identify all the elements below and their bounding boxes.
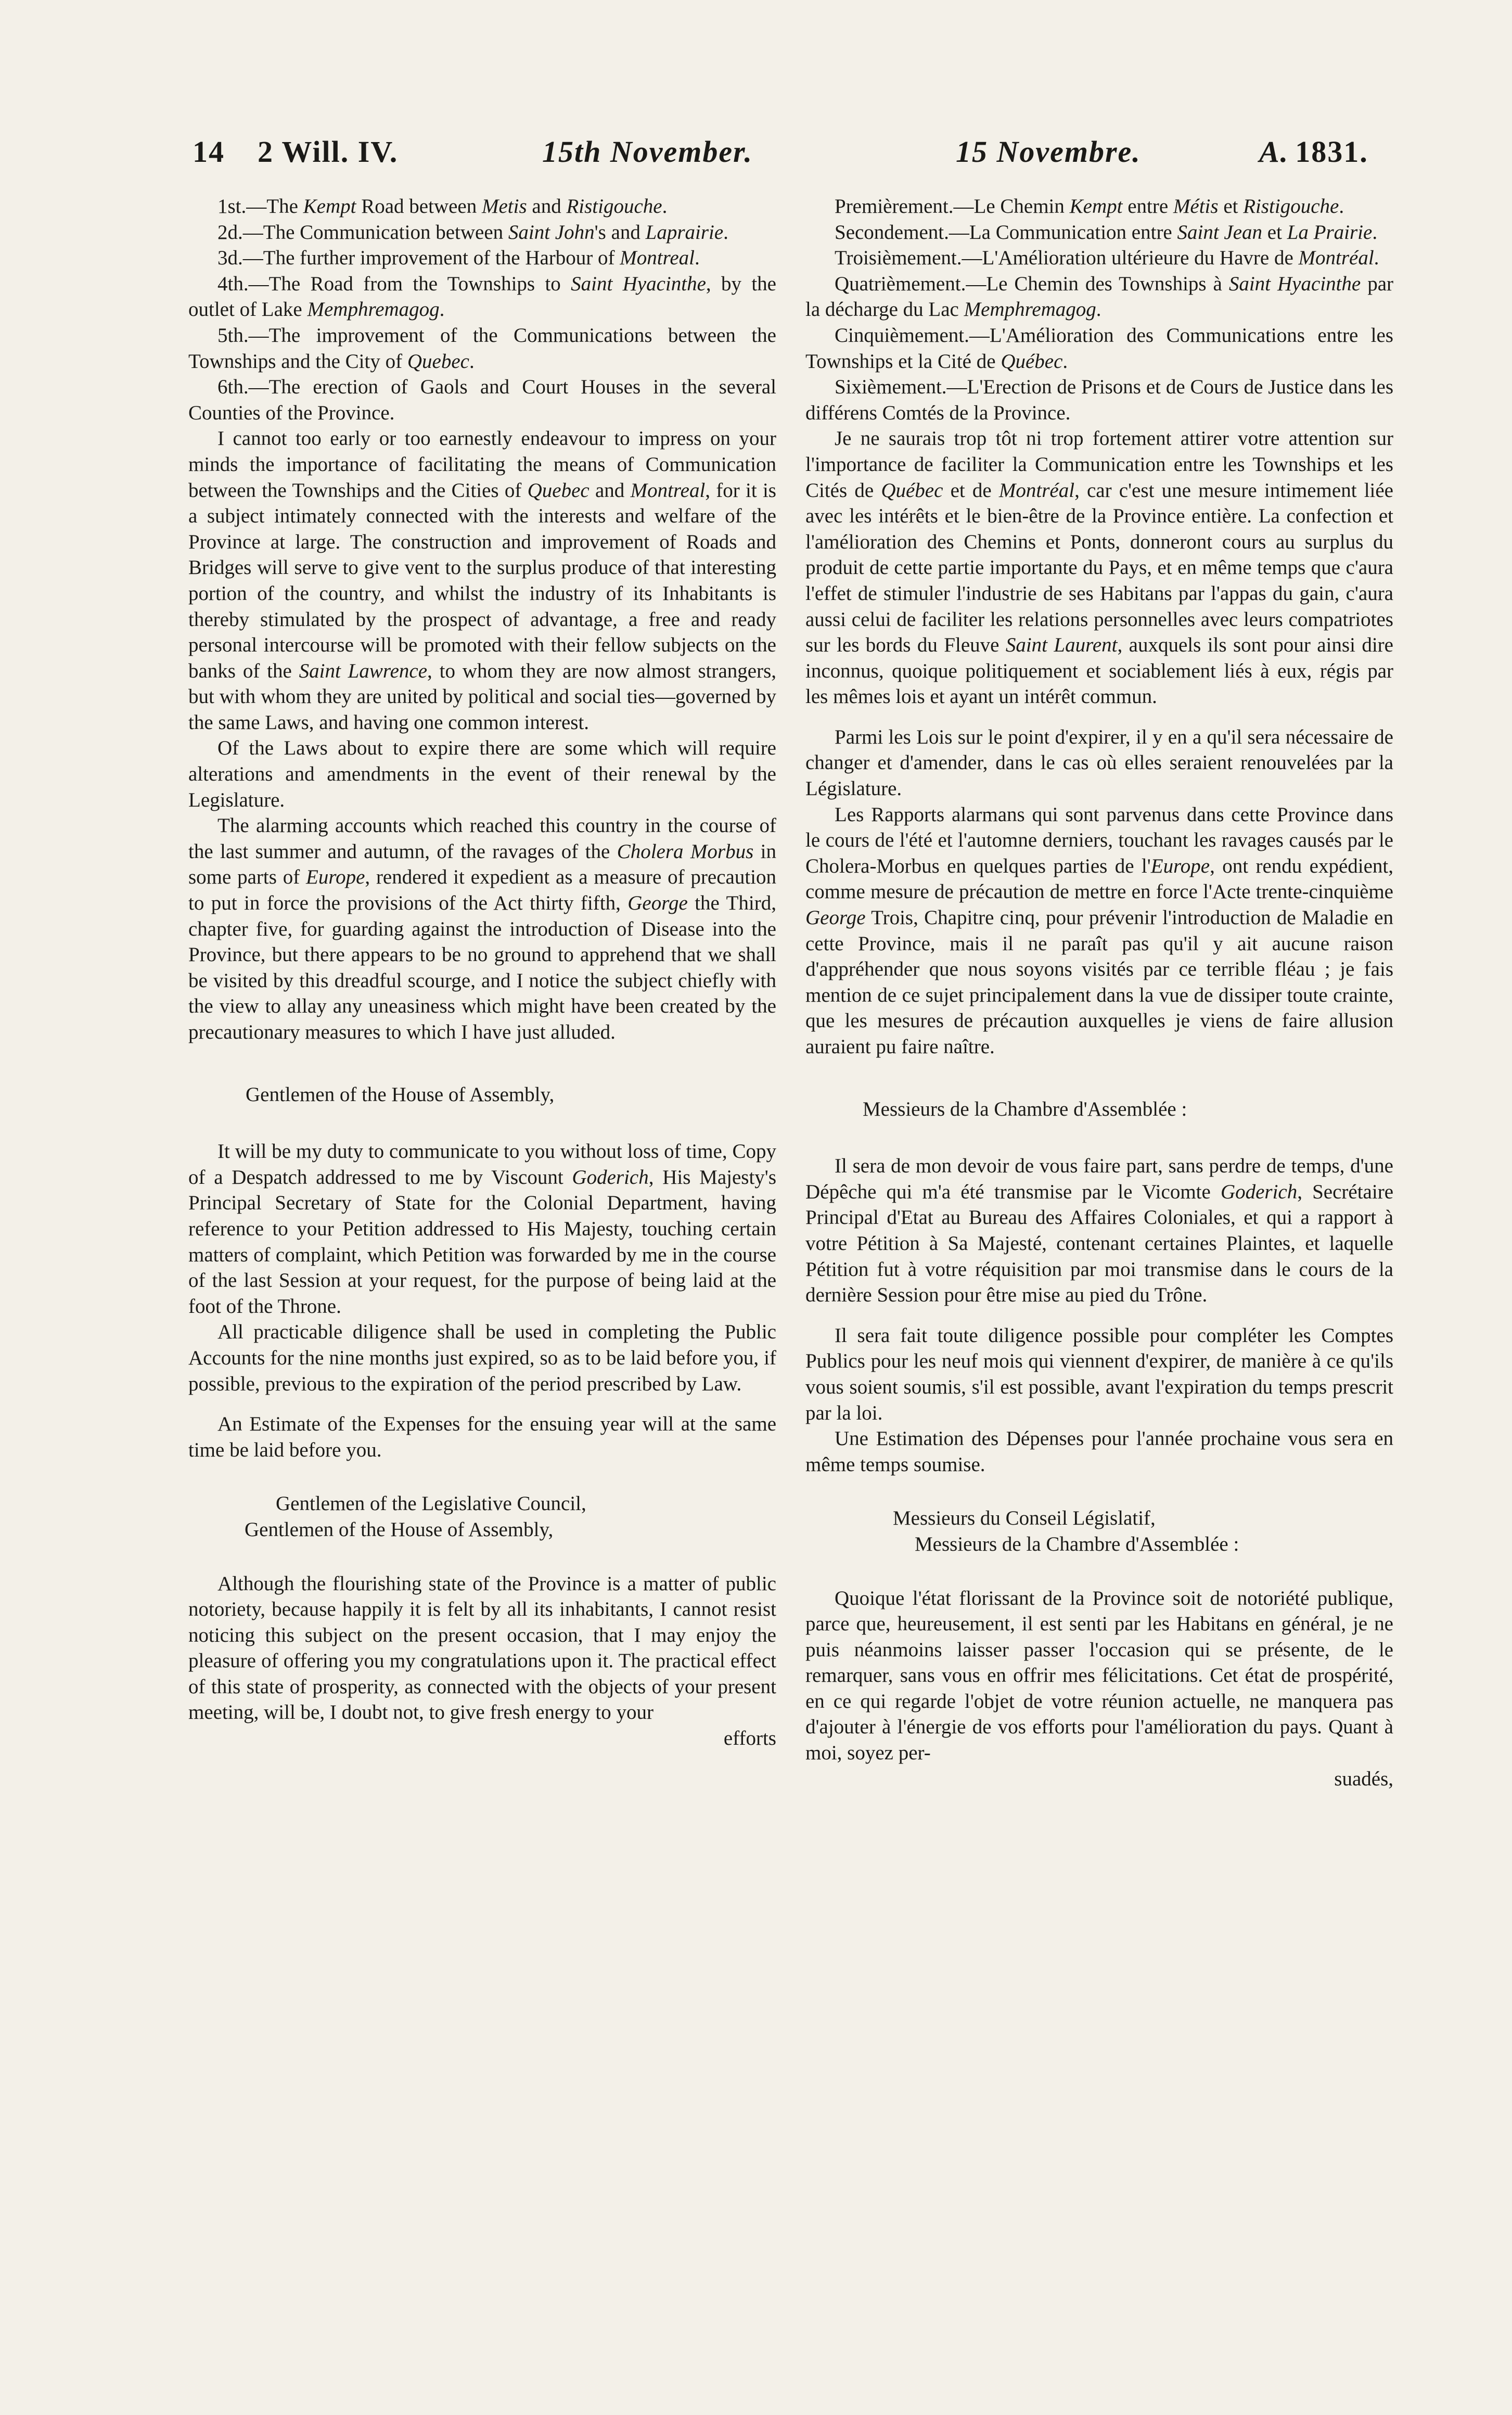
year-letter: A. — [1259, 135, 1289, 169]
paragraph: Premièrement.—Le Chemin Kempt entre Métis et Ristigouche. — [835, 195, 1344, 218]
section-heading: Messieurs de la Chambre d'Assemblée : — [863, 1097, 1187, 1120]
paragraph: It will be my duty to communicate to you without loss of time, Copy of a Despatch addressed to me by Viscount Goderich, His Majesty's Principal Secretary of State for the Colonial Department, having reference to your Petition addressed to His Majesty, touching certain matters of complaint, which Petition was forwarded by me in the course of the last Session at your request, for the purpose of being laid at the foot of the Throne. — [188, 1140, 777, 1318]
section-heading: Messieurs de la Chambre d'Assemblée : — [915, 1532, 1239, 1555]
catchword: suadés, — [1334, 1767, 1393, 1790]
paragraph: All practicable diligence shall be used in completing the Public Accounts for the nine months just expired, so as to be laid before you, if possible, previous to the expiration of the period prescribed by Law. — [188, 1321, 776, 1395]
paragraph: Parmi les Lois sur le point d'expirer, il y en a qu'il sera nécessaire de changer et d'amender, dans le cas où elles seraient renouvelées par la Législature. — [805, 725, 1393, 800]
date-english: 15th November. — [542, 135, 753, 169]
paragraph: Il sera de mon devoir de vous faire part, sans perdre de temps, d'une Dépêche qui m'a été transmise par le Vicomte Goderich, Secrétaire Principal d'Etat au Bureau des Affaires Coloniales, et qui a rapport à votre Pétition à Sa Majesté, contenant certaines Plaintes, et laquelle Pétition fut à votre réquisition par moi transmise dans le cours de la dernière Session pour être mise au pied du Trône. — [805, 1155, 1393, 1307]
section-heading: Gentlemen of the Legislative Council, — [276, 1492, 586, 1515]
section-heading: Messieurs du Conseil Législatif, — [893, 1507, 1156, 1530]
paragraph: 3d.—The further improvement of the Harbour of Montreal. — [217, 247, 700, 270]
year-number: 1831. — [1295, 135, 1368, 169]
paragraph: Cinquièmement.—L'Amélioration des Communications entre les Townships et la Cité de Québec. — [805, 324, 1393, 373]
paragraph: The alarming accounts which reached this country in the course of the last summer and autumn, of the ravages of the Cholera Morbus in some parts of Europe, rendered it expedient as a measure of precaution to put in force the provisions of the Act thirty fifth, George the Third, chapter five, for guarding against the introduction of Disease into the Province, but there appears to be no ground to apprehend that we shall be visited by this dreadful scourge, and I notice the subject chiefly with the view to allay any uneasiness which might have been created by the precautionary measures to which I have just alluded. — [188, 814, 776, 1043]
paragraph: Although the flourishing state of the Province is a matter of public notoriety, because happily it is felt by all its inhabitants, I cannot resist noticing this subject on the present occasion, that I may enjoy the pleasure of offering you my congratulations upon it. The practical effect of this state of prosperity, as connected with the objects of your present meeting, will be, I doubt not, to give fresh energy to your — [188, 1572, 776, 1724]
paragraph: 5th.—The improvement of the Communications between the Townships and the City of Quebec. — [188, 324, 776, 373]
paragraph: Les Rapports alarmans qui sont parvenus dans cette Province dans le cours de l'été et l'automne derniers, touchant les ravages causés par le Cholera-Morbus en quelques parties de l'Europe, ont rendu expédient, comme mesure de précaution de mettre en force l'Acte trente-cinquième George Trois, Chapitre cinq, pour prévenir l'introduction de Maladie en cette Province, mais il ne paraît pas qu'il y ait aucune raison d'appréhender que nous soyons visités par ce terrible fléau ; je fais mention de ce sujet principalement dans la vue de dissiper toute crainte, que les mesures de précaution auxquelles je viens de faire allusion auraient pu faire naître. — [805, 803, 1393, 1058]
paragraph: Une Estimation des Dépenses pour l'année prochaine vous sera en même temps soumise. — [805, 1427, 1393, 1476]
english-column — [188, 194, 776, 1752]
paragraph: Troisièmement.—L'Amélioration ultérieure du Havre de Montréal. — [835, 247, 1379, 270]
paragraph: 1st.—The Kempt Road between Metis and Ristigouche. — [217, 195, 668, 218]
paragraph: 6th.—The erection of Gaols and Court Houses in the several Counties of the Province. — [188, 376, 776, 424]
page-number: 14 — [193, 135, 225, 169]
paragraph: Quoique l'état florissant de la Province soit de notoriété publique, parce que, heureusement, il est senti par les Habitans en général, je ne puis néanmoins laisser passer l'occasion qui se présente, de le remarquer, sans vous en offrir mes félicitations. Cet état de prospérité, en ce qui regarde l'objet de votre réunion actuelle, ne manquera pas d'ajouter à l'énergie de vos efforts pour l'amélioration du pays. Quant à moi, soyez per- — [805, 1587, 1393, 1765]
french-column — [805, 194, 1393, 1792]
paragraph: Sixièmement.—L'Erection de Prisons et de Cours de Justice dans les différens Comtés de la Province. — [805, 376, 1393, 424]
paragraph: 2d.—The Communication between Saint John's and Laprairie. — [217, 221, 728, 244]
paragraph: An Estimate of the Expenses for the ensuing year will at the same time be laid before you. — [188, 1413, 776, 1461]
regnal-year: 2 Will. IV. — [258, 135, 399, 169]
paragraph: Je ne saurais trop tôt ni trop fortement attirer votre attention sur l'importance de faciliter la Communication entre les Townships et les Cités de Québec et de Montréal, car c'est une mesure intimement liée avec les intérêts et le bien-être de la Province entière. La confection et l'amélioration des Chemins et Ponts, donneront cours au surplus du produit de cette partie importante du Pays, et en même temps que c'aura l'effet de stimuler l'industrie de ses Habitans par l'appas du gain, c'aura aussi celui de faciliter les relations personnelles avec leurs compatriotes sur les bords du Fleuve Saint Laurent, auxquels ils sont pour ainsi dire inconnus, quoique politiquement et sociablement liés à eux, régis par les mêmes lois et ayant un intérêt commun. — [805, 427, 1393, 708]
catchword: efforts — [723, 1727, 776, 1750]
paragraph: 4th.—The Road from the Townships to Saint Hyacinthe, by the outlet of Lake Memphremagog. — [188, 272, 776, 321]
paragraph: I cannot too early or too earnestly endeavour to impress on your minds the importance of facilitating the means of Communication between the Townships and the Cities of Quebec and Montreal, for it is a subject intimately connected with the interests and welfare of the Province at large. The construction and improvement of Roads and Bridges will serve to give vent to the surplus produce of that interesting portion of the country, and whilst the industry of its Inhabitants is thereby stimulated by the prospect of advantage, a free and ready personal intercourse will be promoted with their fellow subjects on the banks of the Saint Lawrence, to whom they are now almost strangers, but with whom they are united by political and social ties—governed by the same Laws, and having one common interest. — [188, 427, 776, 734]
paragraph: Quatrièmement.—Le Chemin des Townships à Saint Hyacinthe par la décharge du Lac Memphremagog. — [805, 272, 1393, 321]
year — [1259, 134, 1368, 169]
section-heading: Gentlemen of the House of Assembly, — [245, 1518, 554, 1541]
date-french: 15 Novembre. — [956, 135, 1141, 169]
section-heading: Gentlemen of the House of Assembly, — [246, 1083, 555, 1106]
paragraph: Il sera fait toute diligence possible pour compléter les Comptes Publics pour les neuf mois qui viennent d'expirer, de manière à ce qu'ils vous soient soumis, s'il est possible, avant l'expiration du temps prescrit par la loi. — [805, 1324, 1393, 1424]
page-header — [193, 134, 1405, 176]
paragraph: Of the Laws about to expire there are some which will require alterations and amendments in the event of their renewal by the Legislature. — [188, 737, 776, 811]
paragraph: Secondement.—La Communication entre Saint Jean et La Prairie. — [835, 221, 1378, 244]
